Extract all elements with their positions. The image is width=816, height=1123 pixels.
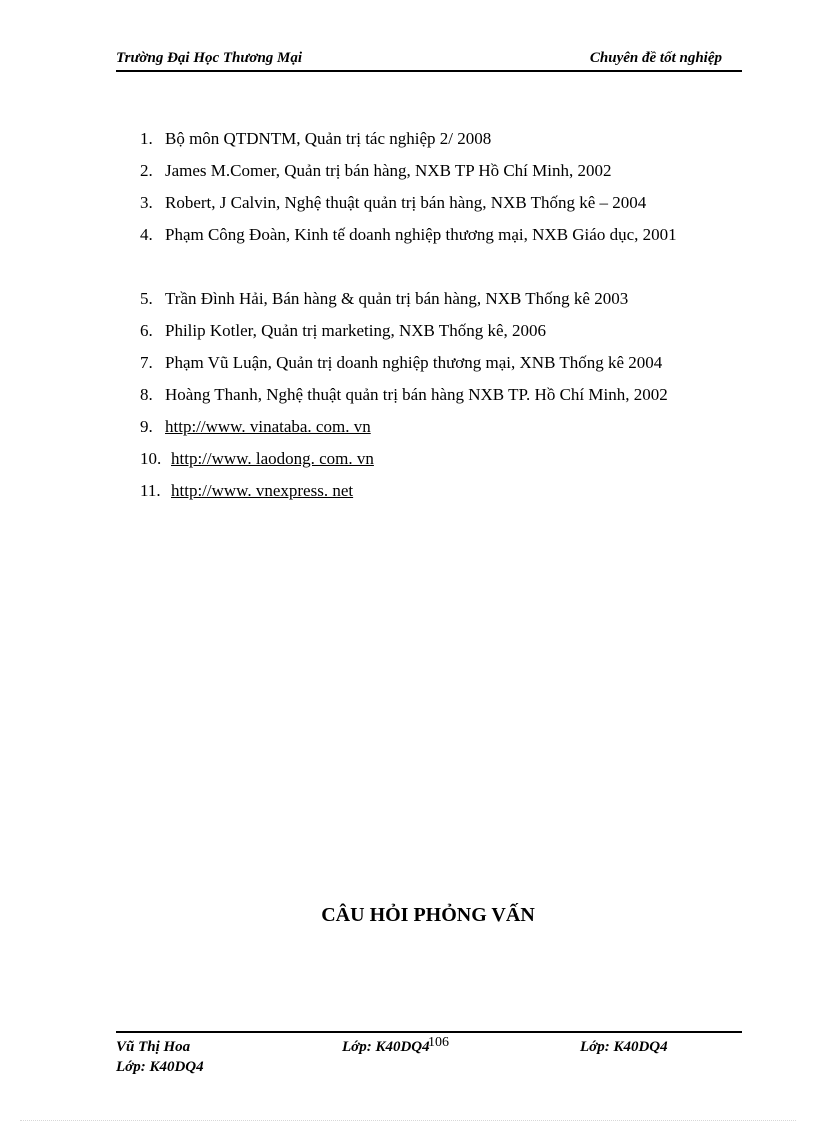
list-item-number: 5. [140, 289, 153, 308]
page-footer [116, 1031, 742, 1083]
header-doc-type: Chuyên đề tốt nghiệp [589, 50, 722, 66]
list-item [140, 224, 750, 288]
list-item-number: 8. [140, 385, 153, 404]
list-item [140, 416, 750, 448]
section-title: CÂU HỎI PHỎNG VẤN [321, 904, 535, 926]
list-item-text: Bộ môn QTDNTM, Quản trị tác nghiệp 2/ 2008 [165, 129, 492, 148]
footer-author: Vũ Thị Hoa [116, 1039, 191, 1055]
list-item-text: Trần Đình Hải, Bán hàng & quản trị bán hàng, NXB Thống kê 2003 [165, 289, 629, 308]
reference-link-vnexpress[interactable]: http://www. vnexpress. net [171, 481, 354, 500]
list-item [140, 128, 750, 160]
page-bottom-divider [20, 1120, 796, 1121]
list-item [140, 448, 750, 480]
page-number: 106 [428, 1035, 449, 1050]
list-item [140, 480, 750, 512]
list-item [140, 384, 750, 416]
list-item-number: 4. [140, 225, 153, 244]
list-item-text: Robert, J Calvin, Nghệ thuật quản trị bán hàng, NXB Thống kê – 2004 [165, 193, 647, 212]
list-item [140, 160, 750, 192]
list-item-text: Phạm Vũ Luận, Quản trị doanh nghiệp thương mại, XNB Thống kê 2004 [165, 353, 663, 372]
list-item-text: Phạm Công Đoàn, Kinh tế doanh nghiệp thương mại, NXB Giáo dục, 2001 [165, 225, 677, 244]
list-item-text: Hoàng Thanh, Nghệ thuật quản trị bán hàng NXB TP. Hồ Chí Minh, 2002 [165, 385, 668, 404]
list-item [140, 192, 750, 224]
list-item-number: 11. [140, 481, 161, 500]
list-item [140, 288, 750, 320]
list-item-number: 1. [140, 129, 153, 148]
list-item-text: James M.Comer, Quản trị bán hàng, NXB TP Hồ Chí Minh, 2002 [165, 161, 612, 180]
list-item-number: 10. [140, 449, 162, 468]
list-item-number: 2. [140, 161, 153, 180]
list-item [140, 352, 750, 384]
list-item-number: 6. [140, 321, 153, 340]
list-item [140, 320, 750, 352]
reference-link-vinataba[interactable]: http://www. vinataba. com. vn [165, 417, 371, 436]
reference-list [140, 128, 750, 512]
list-item-number: 9. [140, 417, 153, 436]
footer-class-right: Lớp: K40DQ4 [580, 1039, 668, 1055]
reference-link-laodong[interactable]: http://www. laodong. com. vn [171, 449, 374, 468]
list-item-number: 3. [140, 193, 153, 212]
page-header [116, 48, 742, 72]
header-school-name: Trường Đại Học Thương Mại [116, 50, 303, 66]
list-item-text: Philip Kotler, Quản trị marketing, NXB Thống kê, 2006 [165, 321, 546, 340]
list-item-number: 7. [140, 353, 153, 372]
footer-class-middle: Lớp: K40DQ4 [342, 1039, 430, 1055]
footer-class-bottom: Lớp: K40DQ4 [116, 1059, 204, 1075]
